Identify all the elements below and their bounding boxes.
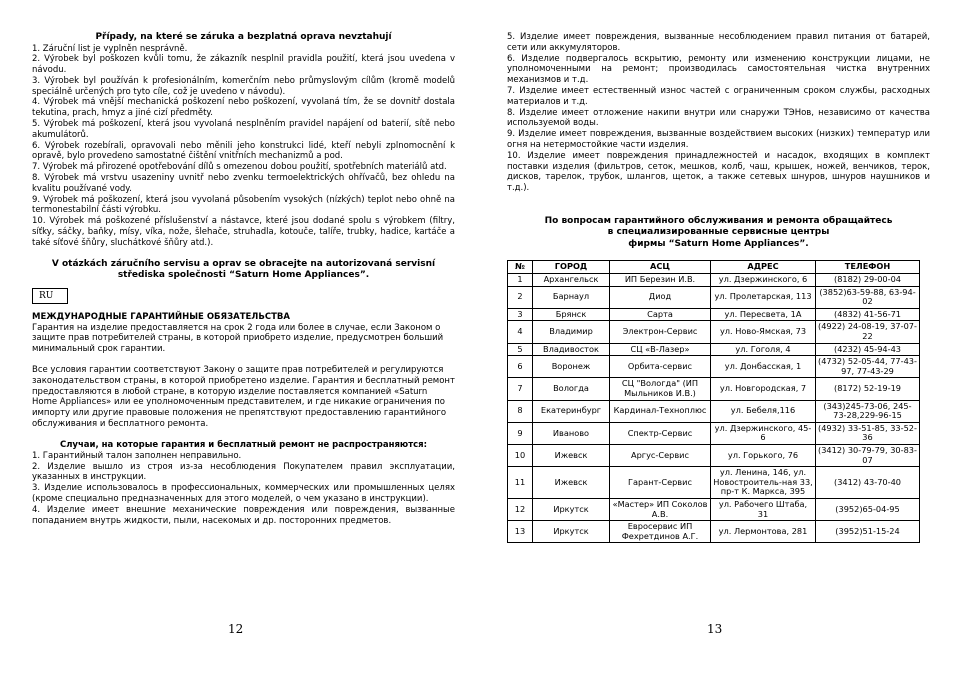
table-row	[508, 274, 920, 287]
cell-asc: СЦ «В-Лазер»	[610, 343, 711, 356]
cell-city: Владивосток	[533, 343, 610, 356]
cell-asc: Электрон-Сервис	[610, 321, 711, 343]
table-body	[508, 274, 920, 543]
cell-asc: Аргус-Сервис	[610, 444, 711, 466]
service-centers-heading-line-3: фирмы “Saturn Home Appliances”.	[628, 238, 809, 249]
cell-city: Иркутск	[533, 521, 610, 543]
cell-asc: «Мастер» ИП Соколов А.В.	[610, 498, 711, 520]
cell-address: ул. Дзержинского, 45-6	[711, 422, 816, 444]
cell-address: ул. Пересвета, 1А	[711, 308, 816, 321]
cell-number: 5	[508, 343, 533, 356]
cz-exclusions-list	[32, 44, 455, 249]
cell-city: Барнаул	[533, 286, 610, 308]
ru-exclusions-list	[32, 451, 455, 527]
table-row	[508, 422, 920, 444]
list-item: 9. Výrobek má poškození, která jsou vyvolaná působením vysokých (nízkých) teplot nebo ohně na termonestabilní části výrobku.	[32, 194, 455, 216]
cell-phone: (343)245-73-06, 245-73-28,229-96-15	[816, 400, 920, 422]
ru-warranty-paragraph-1: Гарантия на изделие предоставляется на срок 2 года или более в случае, если Законом о защите прав потребителей страны, в которой приобрето изделие, предусмотрен больший минимальный срок гарантии.	[32, 322, 444, 355]
list-item: 3. Изделие использовалось в профессиональных, коммерческих или промышленных целях (кроме специально предназначенных для этого моделей, о чем указано в инструкции).	[32, 483, 455, 504]
cell-number: 3	[508, 308, 533, 321]
column-header-city: ГОРОД	[533, 261, 610, 274]
table-row	[508, 286, 920, 308]
table-row	[508, 444, 920, 466]
list-item: 9. Изделие имеет повреждения, вызванные воздействием высоких (низких) температур или огня на нетермостойкие части изделия.	[507, 129, 930, 150]
cell-city: Иваново	[533, 422, 610, 444]
cell-phone: (4922) 24-08-19, 37-07-22	[816, 321, 920, 343]
cell-phone: (8182) 29-00-04	[816, 274, 920, 287]
list-item: 10. Изделие имеет повреждения принадлежностей и насадок, входящих в комплект поставки изделия (фильтров, сеток, мешков, колб, чаш, крышек, ножей, венчиков, терок, дисков, тарелок, трубок, шлангов, щеток, а также сетевых шнуров, шнуров наушников и т.д.).	[507, 150, 930, 194]
cz-service-note: V otázkách záručního servisu a oprav se obracejte na autorizovaná servisní střediska společnosti “Saturn Home Appliances”.	[51, 258, 436, 281]
list-item: 4. Výrobek má vnější mechanická poškození nebo poškození, vyvolaná tím, že se dovnitř dostala tekutina, prach, hmyz a jiné cizí předměty.	[32, 97, 455, 119]
column-header-address: АДРЕС	[711, 261, 816, 274]
cell-number: 2	[508, 286, 533, 308]
list-item: 5. Výrobek má poškození, která jsou vyvolaná nesplněním pravidel napájení od baterií, sítě nebo akumulátorů.	[32, 119, 455, 140]
cell-phone: (3412) 43-70-40	[816, 467, 920, 499]
table-row	[508, 321, 920, 343]
cell-number: 11	[508, 467, 533, 499]
cell-city: Владимир	[533, 321, 610, 343]
table-row	[508, 498, 920, 520]
cell-address: ул. Лермонтова, 281	[711, 521, 816, 543]
service-centers-heading-line-2: в специализированные сервисные центры	[607, 227, 830, 238]
cell-address: ул. Дзержинского, 6	[711, 274, 816, 287]
list-item: 8. Изделие имеет отложение накипи внутри или снаружи ТЭНов, независимо от качества используемой воды.	[507, 107, 930, 129]
language-badge-ru: RU	[32, 288, 68, 304]
cell-city: Ижевск	[533, 467, 610, 499]
ru-warranty-paragraph-2: Все условия гарантии соответствуют Закону о защите прав потребителей и регулируются законодательством страны, в которой приобретено изделие. Гарантия и бесплатный ремонт предоставляются в любой стране, в которую изделие поставляется компанией «Saturn Home Appliances» или ее уполномоченным представителем, и где никакие ограничения по импорту или другие правовые положения не препятствуют предоставлению гарантийного обслуживания и бесплатного ремонта.	[32, 365, 455, 430]
table-row	[508, 467, 920, 499]
cell-phone: (4732) 52-05-44, 77-43-97, 77-43-29	[816, 356, 920, 378]
cell-city: Вологда	[533, 378, 610, 400]
cell-asc: Кардинал-Техноплюс	[610, 400, 711, 422]
cell-number: 6	[508, 356, 533, 378]
cell-city: Архангельск	[533, 274, 610, 287]
column-header-phone: ТЕЛЕФОН	[816, 261, 920, 274]
cell-number: 1	[508, 274, 533, 287]
table-row	[508, 308, 920, 321]
cell-phone: (4832) 41-56-71	[816, 308, 920, 321]
list-item: 7. Výrobek má přirozené opotřebování dílů s omezenou dobou použití, spotřebních materiálů atd.	[32, 162, 447, 173]
table-row	[508, 400, 920, 422]
cell-number: 12	[508, 498, 533, 520]
cell-phone: (4232) 45-94-43	[816, 343, 920, 356]
cell-address: ул. Гоголя, 4	[711, 343, 816, 356]
list-item: 5. Изделие имеет повреждения, вызванные несоблюдением правил питания от батарей, сети или аккумуляторов.	[507, 32, 930, 53]
table-row	[508, 356, 920, 378]
cell-phone: (3412) 30-79-79, 30-83-07	[816, 444, 920, 466]
cell-address: ул. Ленина, 146, ул. Новостроитель-ная 33, пр-т К. Маркса, 395	[711, 467, 816, 499]
cell-address: ул. Ново-Ямская, 73	[711, 321, 816, 343]
cell-address: ул. Пролетарская, 113	[711, 286, 816, 308]
cell-asc: Спектр-Сервис	[610, 422, 711, 444]
cell-number: 8	[508, 400, 533, 422]
cell-phone: (3952)65-04-95	[816, 498, 920, 520]
list-item: 10. Výrobek má poškozené příslušenství a nástavce, které jsou dodané spolu s výrobkem (filtry, síťky, sáčky, baňky, mísy, víka, nože, šlehače, struhadla, kotouče, talíře, trubky, hadice, kartáče a také síťové šňůry, sluchátkové šňůry atd.).	[32, 216, 455, 248]
cell-asc: ИП Березин И.В.	[610, 274, 711, 287]
page-number: 13	[707, 622, 723, 636]
cell-asc: Орбита-сервис	[610, 356, 711, 378]
table-row	[508, 343, 920, 356]
cell-asc: Сарта	[610, 308, 711, 321]
cell-phone: (3952)51-15-24	[816, 521, 920, 543]
cell-asc: Гарант-Сервис	[610, 467, 711, 499]
cell-address: ул. Горького, 76	[711, 444, 816, 466]
list-item: 2. Výrobek byl poškozen kvůli tomu, že zákazník nesplnil pravidla použití, která jsou uvedena v návodu.	[32, 54, 455, 76]
cell-phone: (8172) 52-19-19	[816, 378, 920, 400]
service-centers-heading-line-1: По вопросам гарантийного обслуживания и ремонта обращайтесь	[544, 215, 893, 226]
list-item: 6. Výrobek rozebírali, opravovali nebo měnili jeho konstrukci lidé, kteří nebyli zplnomocnění k opravě, bylo provedeno samostatné čištění vnitřních mechanizmů a pod.	[32, 140, 455, 162]
list-item: 2. Изделие вышло из строя из-за несоблюдения Покупателем правил эксплуатации, указанных в инструкции.	[32, 461, 455, 483]
cell-phone: (3852)63-59-88, 63-94-02	[816, 286, 920, 308]
service-centers-table	[507, 260, 920, 543]
cell-asc: Диод	[610, 286, 711, 308]
list-item: 6. Изделие подвергалось вскрытию, ремонту или изменению конструкции лицами, не уполномоченными на ремонт; производилась самостоятельная чистка внутренних механизмов и т.д.	[507, 53, 930, 86]
cell-city: Воронеж	[533, 356, 610, 378]
cz-exclusions-heading: Případy, na které se záruka a bezplatná oprava nevztahují	[95, 32, 392, 42]
column-header-number: №	[508, 261, 533, 274]
cell-address: ул. Бебеля,116	[711, 400, 816, 422]
table-header-row	[508, 261, 920, 274]
page-number: 12	[228, 622, 244, 636]
list-item: 3. Výrobek byl používán k profesionálním, komerčním nebo průmyslovým cílům (kromě modelů speciálně určených pro tyto cíle, což je uvedeno v návodu).	[32, 75, 455, 97]
cell-city: Брянск	[533, 308, 610, 321]
table-row	[508, 378, 920, 400]
ru-exclusions-heading: Случаи, на которые гарантия и бесплатный ремонт не распространяются:	[59, 439, 428, 450]
cell-address: ул. Новгородская, 7	[711, 378, 816, 400]
cell-address: ул. Рабочего Штаба, 31	[711, 498, 816, 520]
cell-number: 9	[508, 422, 533, 444]
cell-city: Екатеринбург	[533, 400, 610, 422]
cell-address: ул. Донбасская, 1	[711, 356, 816, 378]
list-item: 1. Záruční list je vyplněn nesprávně.	[32, 43, 188, 54]
cell-asc: Евросервис ИП Фехретдинов А.Г.	[610, 521, 711, 543]
ru-warranty-heading: МЕЖДУНАРОДНЫЕ ГАРАНТИЙНЫЕ ОБЯЗАТЕЛЬСТВА	[32, 311, 290, 322]
list-item: 4. Изделие имеет внешние механические повреждения или повреждения, вызванные попаданием внутрь жидкости, пыли, насекомых и др. посторонних предметов.	[32, 504, 455, 526]
cell-number: 10	[508, 444, 533, 466]
cell-number: 13	[508, 521, 533, 543]
list-item: 8. Výrobek má vrstvu usazeniny uvnitř nebo zvenku termoelektrických ohřívačů, bez ohledu na kvalitu používané vody.	[32, 173, 455, 194]
cell-phone: (4932) 33-51-85, 33-52-36	[816, 422, 920, 444]
right-page	[477, 0, 954, 675]
list-item: 1. Гарантийный талон заполнен неправильно.	[32, 450, 242, 461]
ru-exclusions-list-continued	[507, 32, 930, 194]
cell-city: Иркутск	[533, 498, 610, 520]
cell-city: Ижевск	[533, 444, 610, 466]
table-row	[508, 521, 920, 543]
cell-number: 7	[508, 378, 533, 400]
list-item: 7. Изделие имеет естественный износ частей с ограниченным сроком службы, расходных материалов и т.д.	[507, 85, 930, 107]
column-header-asc: АСЦ	[610, 261, 711, 274]
cell-number: 4	[508, 321, 533, 343]
cell-asc: СЦ "Вологда" (ИП Мыльников И.В.)	[610, 378, 711, 400]
